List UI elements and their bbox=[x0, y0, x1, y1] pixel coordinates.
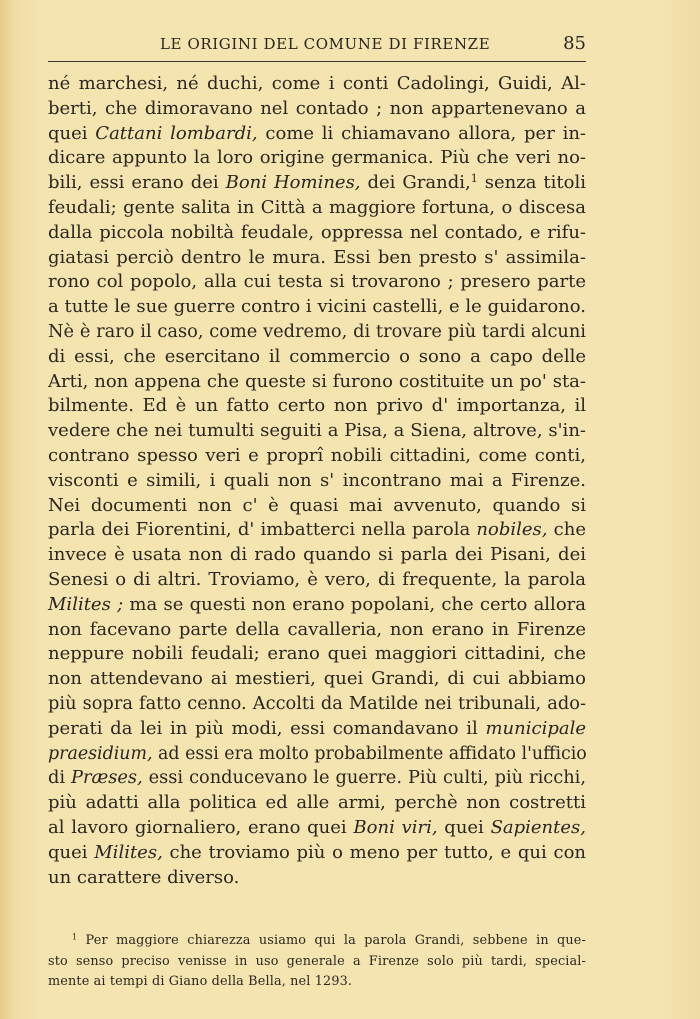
body-line: non facevano parte della cavalleria, non erano in Firenze bbox=[48, 618, 586, 640]
body-line: Milites ; ma se questi non erano popolani, che certo allora bbox=[48, 593, 586, 615]
running-title: LE ORIGINI DEL COMUNE DI FIRENZE bbox=[160, 35, 491, 53]
body-line: rono col popolo, alla cui testa si trovarono ; presero parte bbox=[48, 271, 586, 293]
body-line: perati da lei in più modi, essi comandavano il municipale bbox=[48, 717, 586, 739]
body-line: dalla piccola nobiltà feudale, oppressa nel contado, e rifu- bbox=[48, 221, 586, 243]
page-header bbox=[48, 33, 586, 57]
body-line: giatasi perciò dentro le mura. Essi ben presto s' assimila- bbox=[48, 246, 586, 268]
body-line: non attendevano ai mestieri, quei Grandi, di cui abbiamo bbox=[48, 668, 586, 690]
page-number: 85 bbox=[563, 33, 586, 54]
footnote bbox=[48, 931, 586, 993]
body-line: contrano spesso veri e proprî nobili cittadini, come conti, bbox=[48, 444, 586, 466]
body-line: Nè è raro il caso, come vedremo, di trovare più tardi alcuni bbox=[48, 320, 586, 342]
body-line: un carattere diverso. bbox=[48, 866, 240, 888]
body-line: a tutte le sue guerre contro i vicini castelli, e le guidarono. bbox=[48, 296, 586, 318]
body-line: vedere che nei tumulti seguiti a Pisa, a Siena, altrove, s'in- bbox=[48, 420, 586, 442]
footnote-line: mente ai tempi di Giano della Bella, nel 1293. bbox=[48, 974, 353, 989]
body-line: quei Milites, che troviamo più o meno per tutto, e qui con bbox=[48, 841, 587, 863]
body-line: bilmente. Ed è un fatto certo non privo d' importanza, il bbox=[48, 395, 586, 417]
body-line: più adatti alla politica ed alle armi, perchè non costretti bbox=[48, 792, 586, 814]
body-line: Arti, non appena che queste si furono costituite un po' sta- bbox=[48, 370, 586, 392]
body-line: visconti e simili, i quali non s' incontrano mai a Firenze. bbox=[48, 469, 586, 491]
body-line: Senesi o di altri. Troviamo, è vero, di frequente, la parola bbox=[48, 568, 586, 590]
body-text bbox=[48, 72, 586, 890]
body-line: praesidium, ad essi era molto probabilmente affidato l'ufficio bbox=[48, 743, 587, 764]
body-line: al lavoro giornaliero, erano quei Boni viri, quei Sapientes, bbox=[48, 816, 586, 838]
body-line: feudali; gente salita in Città a maggiore fortuna, o discesa bbox=[48, 196, 586, 218]
header-rule bbox=[48, 61, 586, 62]
body-line: di Præses, essi conducevano le guerre. Più culti, più ricchi, bbox=[48, 767, 586, 789]
body-line: Nei documenti non c' è quasi mai avvenuto, quando si bbox=[48, 494, 586, 516]
body-line: né marchesi, né duchi, come i conti Cadolingi, Guidi, Al- bbox=[48, 73, 586, 94]
footnote-line: sto senso preciso venisse in uso generale a Firenze solo più tardi, special- bbox=[48, 953, 586, 969]
body-line: quei Cattani lombardi, come li chiamavano allora, per in- bbox=[48, 122, 587, 144]
body-line: dicare appunto la loro origine germanica. Più che veri no- bbox=[48, 147, 586, 169]
body-line: neppure nobili feudali; erano quei maggiori cittadini, che bbox=[48, 643, 586, 665]
body-line: bili, essi erano dei Boni Homines, dei Grandi,$^1$ senza titoli bbox=[48, 172, 587, 194]
body-line: più sopra fatto cenno. Accolti da Matilde nei tribunali, ado- bbox=[48, 692, 586, 714]
body-line: berti, che dimoravano nel contado ; non appartenevano a bbox=[48, 97, 586, 119]
body-line: parla dei Fiorentini, d' imbatterci nella parola nobiles, che bbox=[48, 519, 586, 541]
footnote-line: $^1$ Per maggiore chiarezza usiamo qui la parola Grandi, sebbene in que- bbox=[72, 932, 586, 948]
body-line: di essi, che esercitano il commercio o sono a capo delle bbox=[48, 345, 586, 367]
body-line: invece è usata non di rado quando si parla dei Pisani, dei bbox=[48, 544, 586, 566]
